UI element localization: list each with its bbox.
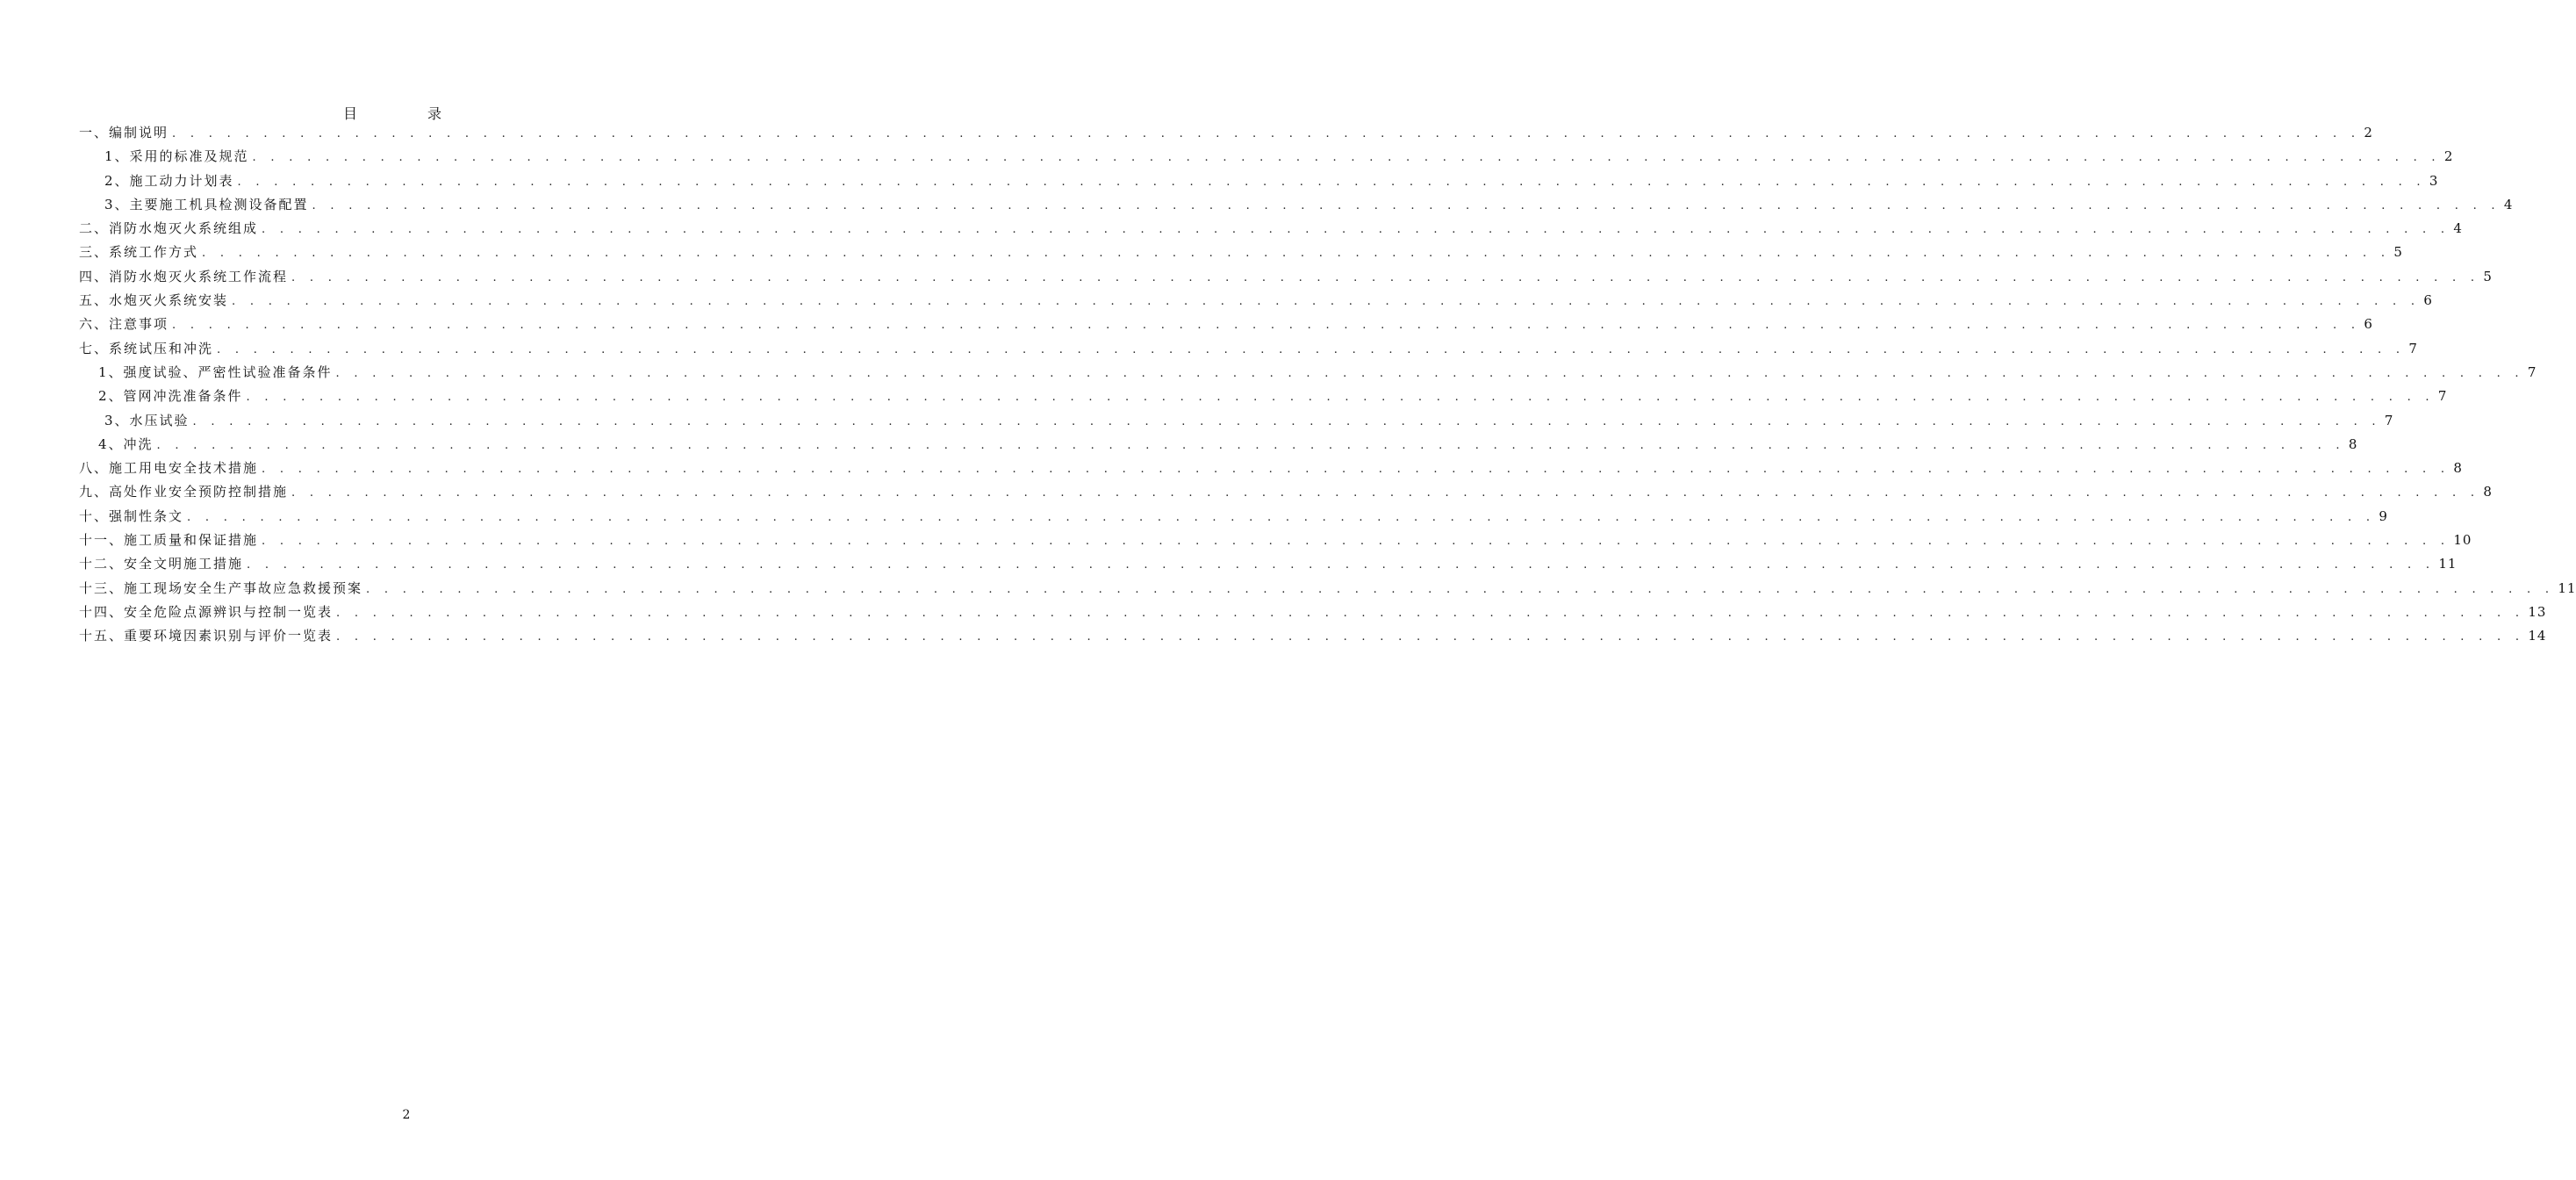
toc-entry[interactable] [79, 217, 2463, 241]
toc-entry[interactable] [79, 145, 2454, 169]
toc-entry[interactable] [79, 169, 2439, 193]
toc-dot-leader: . . . . . . . . . . . . . . . . . . . . . . . . . . . . . . . . . . . . . . . . . . . . . . . . . . . . . . . . . . . . . . . . . . . . . . . . . . . . . . . . . . . . . . . . . . . . . . . . . . . . . . . . . . . . . . . . . . . . . . . . [291, 486, 2480, 500]
toc-dot-leader: . . . . . . . . . . . . . . . . . . . . . . . . . . . . . . . . . . . . . . . . . . . . . . . . . . . . . . . . . . . . . . . . . . . . . . . . . . . . . . . . . . . . . . . . . . . . . . . . . . . . . . . . . . . . . . . . . . . . . . . . [262, 463, 2450, 477]
toc-entry[interactable] [79, 241, 2403, 264]
toc-entry-label: 六、注意事项 [79, 316, 169, 333]
toc-entry[interactable] [79, 409, 2394, 433]
table-of-contents [79, 121, 2576, 649]
toc-entry[interactable] [79, 361, 2537, 385]
toc-entry-label: 4、冲洗 [98, 435, 154, 452]
toc-entry-page: 14 [2528, 628, 2547, 644]
toc-entry[interactable] [79, 577, 2576, 601]
toc-entry[interactable] [79, 337, 2418, 361]
toc-dot-leader: . . . . . . . . . . . . . . . . . . . . . . . . . . . . . . . . . . . . . . . . . . . . . . . . . . . . . . . . . . . . . . . . . . . . . . . . . . . . . . . . . . . . . . . . . . . . . . . . . . . . . . . . . . . . . . . . . . . . . . . . [237, 175, 2426, 189]
toc-entry[interactable] [79, 313, 2373, 336]
toc-entry[interactable] [79, 193, 2514, 217]
toc-dot-leader: . . . . . . . . . . . . . . . . . . . . . . . . . . . . . . . . . . . . . . . . . . . . . . . . . . . . . . . . . . . . . . . . . . . . . . . . . . . . . . . . . . . . . . . . . . . . . . . . . . . . . . . . . . . . . . . . . . . . . . . . [291, 270, 2480, 284]
toc-entry-page: 2 [2443, 148, 2454, 165]
toc-entry-label: 十二、安全文明施工措施 [79, 556, 244, 572]
toc-dot-leader: . . . . . . . . . . . . . . . . . . . . . . . . . . . . . . . . . . . . . . . . . . . . . . . . . . . . . . . . . . . . . . . . . . . . . . . . . . . . . . . . . . . . . . . . . . . . . . . . . . . . . . . . . . . . . . . . . . . . . . . . [335, 366, 2524, 380]
toc-entry-page: 4 [2453, 220, 2463, 237]
toc-entry-label: 七、系统试压和冲洗 [79, 340, 214, 356]
toc-entry-page: 7 [2527, 363, 2537, 380]
toc-entry-label: 3、水压试验 [104, 412, 190, 428]
toc-entry-page: 13 [2528, 603, 2547, 620]
toc-dot-leader: . . . . . . . . . . . . . . . . . . . . . . . . . . . . . . . . . . . . . . . . . . . . . . . . . . . . . . . . . . . . . . . . . . . . . . . . . . . . . . . . . . . . . . . . . . . . . . . . . . . . . . . . . . . . . . . . . . . . . . . . [312, 198, 2501, 212]
toc-entry-page: 9 [2379, 507, 2388, 524]
toc-entry[interactable] [79, 385, 2448, 408]
toc-entry-page: 7 [2408, 340, 2418, 356]
toc-entry[interactable] [79, 480, 2493, 504]
toc-entry[interactable] [79, 265, 2493, 289]
toc-dot-leader: . . . . . . . . . . . . . . . . . . . . . . . . . . . . . . . . . . . . . . . . . . . . . . . . . . . . . . . . . . . . . . . . . . . . . . . . . . . . . . . . . . . . . . . . . . . . . . . . . . . . . . . . . . . . . . . . . . . . . . . . [252, 151, 2441, 165]
toc-entry[interactable] [79, 624, 2547, 648]
toc-dot-leader: . . . . . . . . . . . . . . . . . . . . . . . . . . . . . . . . . . . . . . . . . . . . . . . . . . . . . . . . . . . . . . . . . . . . . . . . . . . . . . . . . . . . . . . . . . . . . . . . . . . . . . . . . . . . . . . . . . . . . . . . [172, 127, 2361, 140]
toc-entry-label: 3、主要施工机具检测设备配置 [104, 196, 309, 212]
toc-entry-label: 1、采用的标准及规范 [104, 148, 249, 165]
toc-dot-leader: . . . . . . . . . . . . . . . . . . . . . . . . . . . . . . . . . . . . . . . . . . . . . . . . . . . . . . . . . . . . . . . . . . . . . . . . . . . . . . . . . . . . . . . . . . . . . . . . . . . . . . . . . . . . . . . . . . . . . . . . [247, 558, 2436, 572]
toc-entry-label: 四、消防水炮灭火系统工作流程 [79, 268, 289, 284]
toc-dot-leader: . . . . . . . . . . . . . . . . . . . . . . . . . . . . . . . . . . . . . . . . . . . . . . . . . . . . . . . . . . . . . . . . . . . . . . . . . . . . . . . . . . . . . . . . . . . . . . . . . . . . . . . . . . . . . . . . . . . . . . . . [172, 319, 2361, 333]
toc-dot-leader: . . . . . . . . . . . . . . . . . . . . . . . . . . . . . . . . . . . . . . . . . . . . . . . . . . . . . . . . . . . . . . . . . . . . . . . . . . . . . . . . . . . . . . . . . . . . . . . . . . . . . . . . . . . . . . . . . . . . . . . . [336, 606, 2525, 620]
toc-entry-label: 五、水炮灭火系统安装 [79, 292, 229, 309]
toc-entry-page: 7 [2384, 412, 2394, 428]
toc-entry-label: 三、系统工作方式 [79, 244, 199, 261]
toc-entry-label: 十三、施工现场安全生产事故应急救援预案 [79, 579, 363, 596]
toc-dot-leader: . . . . . . . . . . . . . . . . . . . . . . . . . . . . . . . . . . . . . . . . . . . . . . . . . . . . . . . . . . . . . . . . . . . . . . . . . . . . . . . . . . . . . . . . . . . . . . . . . . . . . . . . . . . . . . . . . . . . . . . . [232, 295, 2421, 309]
toc-dot-leader: . . . . . . . . . . . . . . . . . . . . . . . . . . . . . . . . . . . . . . . . . . . . . . . . . . . . . . . . . . . . . . . . . . . . . . . . . . . . . . . . . . . . . . . . . . . . . . . . . . . . . . . . . . . . . . . . . . . . . . . . [187, 510, 2376, 524]
toc-entry-page: 11 [2558, 579, 2576, 596]
toc-entry-page: 8 [2483, 484, 2493, 500]
toc-dot-leader: . . . . . . . . . . . . . . . . . . . . . . . . . . . . . . . . . . . . . . . . . . . . . . . . . . . . . . . . . . . . . . . . . . . . . . . . . . . . . . . . . . . . . . . . . . . . . . . . . . . . . . . . . . . . . . . . . . . . . . . . [192, 414, 2381, 428]
toc-entry-page: 3 [2429, 172, 2439, 189]
toc-dot-leader: . . . . . . . . . . . . . . . . . . . . . . . . . . . . . . . . . . . . . . . . . . . . . . . . . . . . . . . . . . . . . . . . . . . . . . . . . . . . . . . . . . . . . . . . . . . . . . . . . . . . . . . . . . . . . . . . . . . . . . . . [336, 630, 2525, 644]
toc-dot-leader: . . . . . . . . . . . . . . . . . . . . . . . . . . . . . . . . . . . . . . . . . . . . . . . . . . . . . . . . . . . . . . . . . . . . . . . . . . . . . . . . . . . . . . . . . . . . . . . . . . . . . . . . . . . . . . . . . . . . . . . . [156, 438, 2345, 452]
toc-entry-page: 10 [2453, 532, 2472, 549]
toc-entry-page: 7 [2437, 388, 2448, 405]
toc-dot-leader: . . . . . . . . . . . . . . . . . . . . . . . . . . . . . . . . . . . . . . . . . . . . . . . . . . . . . . . . . . . . . . . . . . . . . . . . . . . . . . . . . . . . . . . . . . . . . . . . . . . . . . . . . . . . . . . . . . . . . . . . [366, 582, 2555, 596]
toc-entry-page: 11 [2438, 556, 2458, 572]
toc-entry-label: 八、施工用电安全技术措施 [79, 460, 259, 477]
toc-entry-label: 十一、施工质量和保证措施 [79, 532, 259, 549]
toc-title: 目 录 [342, 105, 470, 122]
toc-entry-page: 6 [2364, 316, 2373, 333]
toc-entry-page: 4 [2503, 196, 2514, 212]
toc-dot-leader: . . . . . . . . . . . . . . . . . . . . . . . . . . . . . . . . . . . . . . . . . . . . . . . . . . . . . . . . . . . . . . . . . . . . . . . . . . . . . . . . . . . . . . . . . . . . . . . . . . . . . . . . . . . . . . . . . . . . . . . . [246, 391, 2435, 405]
toc-entry-page: 6 [2423, 292, 2433, 309]
toc-entry[interactable] [79, 457, 2463, 480]
toc-dot-leader: . . . . . . . . . . . . . . . . . . . . . . . . . . . . . . . . . . . . . . . . . . . . . . . . . . . . . . . . . . . . . . . . . . . . . . . . . . . . . . . . . . . . . . . . . . . . . . . . . . . . . . . . . . . . . . . . . . . . . . . . [202, 247, 2391, 261]
toc-entry-label: 二、消防水炮灭火系统组成 [79, 220, 259, 237]
toc-dot-leader: . . . . . . . . . . . . . . . . . . . . . . . . . . . . . . . . . . . . . . . . . . . . . . . . . . . . . . . . . . . . . . . . . . . . . . . . . . . . . . . . . . . . . . . . . . . . . . . . . . . . . . . . . . . . . . . . . . . . . . . . [262, 535, 2450, 549]
page-number: 2 [402, 1108, 411, 1122]
toc-entry-label: 1、强度试验、严密性试验准备条件 [98, 363, 333, 380]
toc-entry[interactable] [79, 289, 2433, 313]
toc-entry-page: 5 [2393, 244, 2403, 261]
toc-entry-label: 一、编制说明 [79, 125, 169, 140]
toc-entry[interactable] [79, 433, 2358, 457]
toc-entry-page: 8 [2348, 435, 2358, 452]
toc-entry-label: 2、管网冲洗准备条件 [98, 388, 243, 405]
toc-entry[interactable] [79, 552, 2458, 576]
toc-dot-leader: . . . . . . . . . . . . . . . . . . . . . . . . . . . . . . . . . . . . . . . . . . . . . . . . . . . . . . . . . . . . . . . . . . . . . . . . . . . . . . . . . . . . . . . . . . . . . . . . . . . . . . . . . . . . . . . . . . . . . . . . [262, 223, 2450, 237]
toc-dot-leader: . . . . . . . . . . . . . . . . . . . . . . . . . . . . . . . . . . . . . . . . . . . . . . . . . . . . . . . . . . . . . . . . . . . . . . . . . . . . . . . . . . . . . . . . . . . . . . . . . . . . . . . . . . . . . . . . . . . . . . . . [217, 342, 2406, 356]
toc-entry-page: 5 [2483, 268, 2493, 284]
toc-entry-page: 8 [2453, 460, 2463, 477]
toc-entry-label: 十、强制性条文 [79, 507, 184, 524]
toc-entry[interactable] [79, 601, 2547, 624]
toc-entry-label: 十五、重要环境因素识别与评价一览表 [79, 628, 334, 644]
toc-entry-page: 2 [2364, 125, 2373, 140]
toc-entry[interactable] [79, 505, 2388, 529]
toc-entry[interactable] [79, 529, 2472, 552]
toc-entry-label: 十四、安全危险点源辨识与控制一览表 [79, 603, 334, 620]
toc-entry[interactable] [79, 121, 2373, 145]
toc-entry-label: 2、施工动力计划表 [104, 172, 234, 189]
toc-entry-label: 九、高处作业安全预防控制措施 [79, 484, 289, 500]
